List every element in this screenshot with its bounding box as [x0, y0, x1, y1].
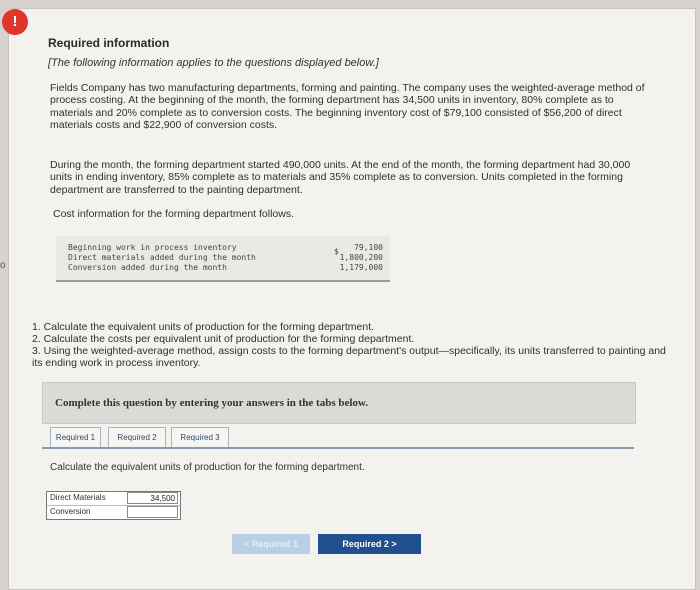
tab-required-1[interactable]: Required 1: [50, 427, 101, 448]
tab-divider: [42, 447, 634, 449]
grid-row-direct-materials: [47, 492, 180, 506]
scenario-paragraph-1: Fields Company has two manufacturing departments, forming and painting. The company uses the weighted-average method of process costing. At the beginning of the month, the forming department has 34,500 units in inventory, 80% complete as to materials and 20% complete as to conversion costs. The beginning inventory cost of $79,100 consisted of $56,200 of direct materials costs and $22,900 of conversion costs.: [50, 82, 645, 131]
cost-info-intro: Cost information for the forming department follows.: [53, 208, 295, 220]
row-label: Beginning work in process inventory: [68, 243, 237, 252]
previous-button[interactable]: < Required 1: [232, 534, 310, 554]
question-3: 3. Using the weighted-average method, assign costs to the forming department's output—specifically, its units transferred to painting and its ending work in process inventory.: [32, 345, 666, 369]
alert-icon: !: [2, 9, 28, 35]
required-information-title: Required information: [48, 36, 170, 50]
grid-row-conversion: [47, 506, 180, 519]
complete-question-banner: [42, 382, 636, 424]
row-value: 1,179,000: [339, 263, 383, 272]
next-button[interactable]: Required 2 >: [318, 534, 421, 554]
question-list: [32, 321, 672, 369]
tab-required-3[interactable]: Required 3: [171, 427, 229, 448]
row-label: Conversion added during the month: [68, 263, 227, 272]
cost-table: [56, 236, 390, 282]
currency-symbol: $: [334, 247, 339, 256]
conversion-input[interactable]: [127, 506, 178, 518]
table-row: [68, 253, 383, 263]
row-value: 1,800,200: [339, 253, 383, 262]
row-value: 79,100: [354, 243, 383, 252]
edge-marker: o: [0, 260, 6, 271]
question-2: 2. Calculate the costs per equivalent unit of production for the forming department.: [32, 333, 415, 345]
complete-question-text: Complete this question by entering your answers in the tabs below.: [55, 397, 369, 409]
table-row: [68, 243, 383, 253]
grid-row-label: Direct Materials: [50, 493, 106, 502]
tab-required-2[interactable]: Required 2: [108, 427, 166, 448]
tab-instruction: Calculate the equivalent units of production for the forming department.: [50, 462, 365, 473]
scenario-paragraph-2: During the month, the forming department started 490,000 units. At the end of the month, the forming department had 30,000 units in ending inventory, 85% complete as to materials and 35% complete as to conversion. Units completed in the forming department are transferred to the painting department.: [50, 159, 631, 196]
grid-row-label: Conversion: [50, 507, 91, 516]
row-label: Direct materials added during the month: [68, 253, 256, 262]
applies-note: [The following information applies to the questions displayed below.]: [48, 57, 379, 69]
table-row: [68, 263, 383, 273]
question-1: 1. Calculate the equivalent units of production for the forming department.: [32, 321, 375, 333]
equivalent-units-grid: [46, 491, 181, 520]
direct-materials-input[interactable]: [127, 492, 178, 504]
